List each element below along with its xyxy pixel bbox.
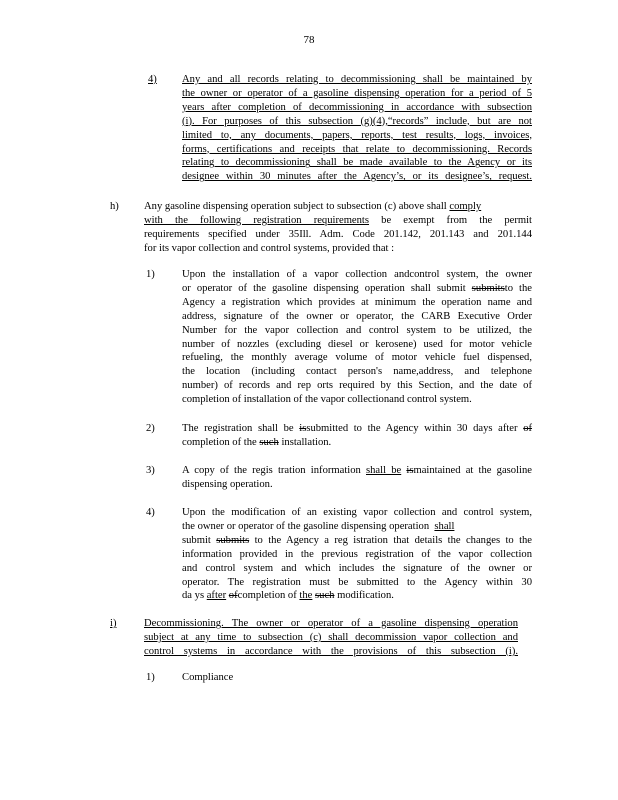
subsection-i-text xyxy=(144,617,518,659)
h-item-1-line: or operator of the gasoline dispensing operation shall submit submitsto the xyxy=(182,282,532,294)
i-item-1-label: 1) xyxy=(146,672,155,683)
h-item-4-line: Upon the modification of an existing vapor collection and control system, xyxy=(182,507,532,518)
h-item-1-line: Number for the vapor collection and control system to be utilized, the xyxy=(182,324,532,336)
h-item-1-line: Upon the installation of a vapor collection andcontrol system, the owner xyxy=(182,269,532,280)
i-item-1-text: Compliance xyxy=(182,672,234,683)
h-item-3-line: A copy of the regis tration information shall be ismaintained at the gasoline xyxy=(182,465,532,476)
h-line-4: for its vapor collection and control systems, provided that : xyxy=(144,242,395,254)
subsection-h-text xyxy=(144,200,532,256)
h-line-3: requirements specified under 35Ill. Adm. Code 201.142, 201.143 and 201.144 xyxy=(144,228,532,240)
h-item-3-line: dispensing operation. xyxy=(182,478,273,490)
h-item-4-label: 4) xyxy=(146,507,155,518)
h-line-1: Any gasoline dispensing operation subject to subsection (c) above shall comply xyxy=(144,201,482,212)
h-item-1-line: the location (including contact person's name,address, and telephone xyxy=(182,366,532,378)
h-item-4-line: operator. The registration must be submitted to the Agency within 30 xyxy=(182,576,532,588)
item-4-line: forms, certifications and receipts that relate to decommissioning. Records xyxy=(182,143,532,155)
h-item-1-label: 1) xyxy=(146,269,155,280)
page-number: 78 xyxy=(303,34,315,46)
item-4-line: years after completion of decommissioning in accordance with subsection xyxy=(182,101,532,113)
i-line: Decommissioning. The owner or operator of a gasoline dispensing operation xyxy=(144,618,518,629)
item-4-text xyxy=(182,73,532,184)
h-item-1-line: refueling, the monthly average volume of motor vehicle fuel dispensed, xyxy=(182,352,532,364)
item-4-line: limited to, any documents, papers, reports, test results, logs, invoices, xyxy=(182,129,532,141)
h-item-1-line: number) of records and rep orts required by this Section, and the date of xyxy=(182,380,532,392)
h-line-2: with the following registration requirements be exempt from the permit xyxy=(144,214,532,226)
h-item-2-label: 2) xyxy=(146,423,155,434)
item-4-label: 4) xyxy=(148,74,157,85)
h-item-2-line: completion of the such installation. xyxy=(182,436,332,448)
i-line: control systems in accordance with the provisions of this subsection (i). xyxy=(144,645,518,657)
h-item-4-text xyxy=(182,506,532,603)
h-item-1-line: completion of installation of the vapor collectionand control system. xyxy=(182,394,472,406)
h-item-2-text xyxy=(182,422,532,450)
h-item-1-text xyxy=(182,268,532,407)
i-line: subject at any time to subsection (c) shall decommission vapor collection and xyxy=(144,631,518,643)
item-4-line: designee within 30 minutes after the Agency’s, or its designee’s, request. xyxy=(182,171,532,183)
h-item-1-line: Agency a registration which provides at minimum the operation name and xyxy=(182,296,532,308)
item-4-line: (i). For purposes of this subsection (g)(4),“records” include, but are not xyxy=(182,115,532,127)
item-4-line: Any and all records relating to decommissioning shall be maintained by xyxy=(182,74,532,85)
h-item-3-text xyxy=(182,464,532,492)
item-4-line: the owner or operator of a gasoline dispensing operation for a period of 5 xyxy=(182,87,532,99)
h-item-1-line: number of nozzles (excluding diesel or kerosene) used for motor vehicle xyxy=(182,338,532,350)
h-item-3-label: 3) xyxy=(146,465,155,476)
subsection-i-label: i) xyxy=(110,618,117,629)
h-item-4-line: information provided in the previous registration of the vapor collection xyxy=(182,548,532,560)
h-item-4-line: submit submits to the Agency a reg istration that details the changes to the xyxy=(182,534,533,546)
h-item-4-line: the owner or operator of the gasoline dispensing operation shall xyxy=(182,520,455,532)
subsection-h-label: h) xyxy=(110,201,119,212)
h-item-1-line: address, signature of the owner or operator, the CARB Executive Order xyxy=(182,310,532,322)
item-4-line: relating to decommissioning shall be made available to the Agency or its xyxy=(182,157,532,169)
h-item-4-line: da ys after ofcompletion of the such modification. xyxy=(182,590,394,602)
h-item-2-line: The registration shall be issubmitted to the Agency within 30 days after of xyxy=(182,423,533,434)
h-item-4-line: and control system and which includes the signature of the owner or xyxy=(182,562,532,574)
